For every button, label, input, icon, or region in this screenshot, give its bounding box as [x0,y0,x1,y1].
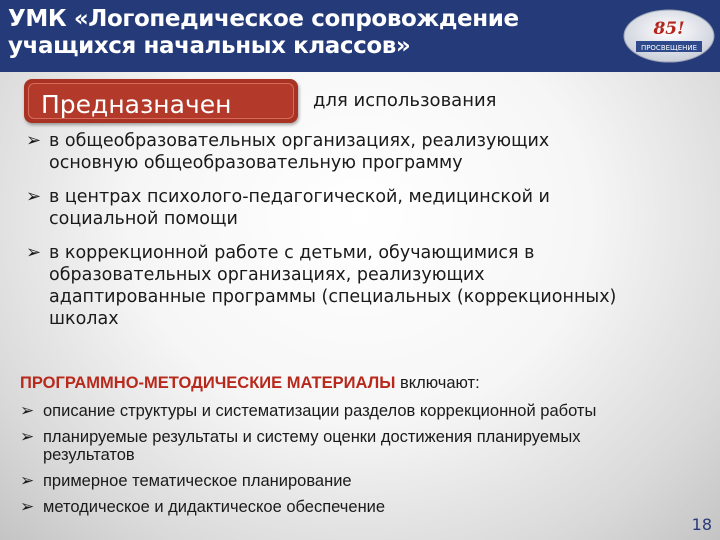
logo-text: ПРОСВЕЩЕНИЕ [640,44,698,52]
list-item [20,428,710,464]
list-item-text: образовательных организациях, реализующих [49,265,485,285]
materials-section [20,372,710,516]
list-item-text: результатов [43,446,135,464]
purpose-label-box [24,79,298,123]
purpose-tail-text: для использования [313,90,497,111]
list-item-text: в коррекционной работе с детьми, обучающимися в [49,243,535,263]
arrow-bullet-icon: ➢ [26,186,42,207]
usage-list [26,130,706,342]
list-item-text: методическое и дидактическое обеспечение [43,498,386,516]
slide-title-line-1: УМК «Логопедическое сопровождение [8,6,519,32]
list-item-text: школах [49,309,119,329]
list-item [20,402,710,420]
materials-heading-rest: включают: [395,374,480,392]
list-item-text: примерное тематическое планирование [43,472,352,490]
list-item-text: планируемые результаты и систему оценки достижения планируемых [43,428,581,446]
materials-heading-emphasis: ПРОГРАММНО-МЕТОДИЧЕСКИЕ МАТЕРИАЛЫ [20,374,396,392]
prosveshchenie-logo [622,8,716,64]
arrow-bullet-icon: ➢ [20,497,35,516]
arrow-bullet-icon: ➢ [26,130,42,151]
purpose-label-inner [28,83,294,119]
slide-title [8,6,608,60]
list-item [20,498,710,516]
list-item-text: в общеобразовательных организациях, реализующих [49,131,550,151]
list-item-text: социальной помощи [49,209,238,229]
page-number: 18 [691,515,712,534]
materials-heading [20,372,710,394]
list-item-text: описание структуры и систематизации разделов коррекционной работы [43,402,597,420]
arrow-bullet-icon: ➢ [26,242,42,263]
list-item-text: адаптированные программы (специальных (коррекционных) [49,287,617,307]
arrow-bullet-icon: ➢ [20,401,35,420]
purpose-label: Предназначен [41,90,232,119]
header-bar [0,0,720,72]
arrow-bullet-icon: ➢ [20,471,35,490]
slide-title-line-2: учащихся начальных классов» [8,33,411,59]
list-item-text: в центрах психолого-педагогической, медицинской и [49,187,550,207]
arrow-bullet-icon: ➢ [20,427,35,446]
list-item [26,130,706,174]
list-item [26,242,706,330]
list-item [26,186,706,230]
list-item-text: основную общеобразовательную программу [49,153,463,173]
list-item [20,472,710,490]
logo-number: 85! [653,19,685,39]
